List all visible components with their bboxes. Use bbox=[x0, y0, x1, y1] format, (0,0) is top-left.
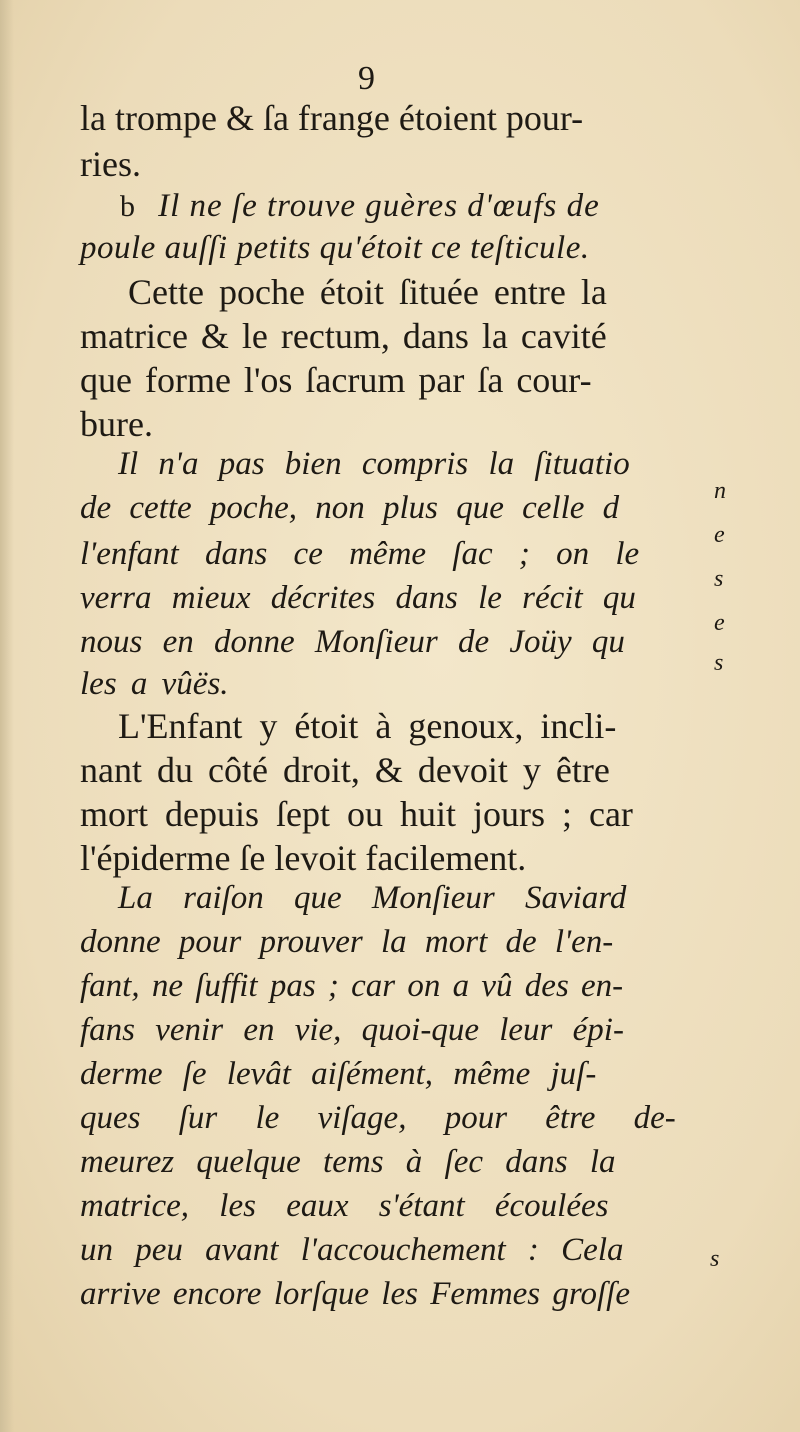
text-line-26 bbox=[80, 1190, 609, 1223]
text-line-27 bbox=[80, 1234, 624, 1267]
text-line-25-content: meurez quelque tems à ſec dans la bbox=[80, 1144, 616, 1180]
text-line-12 bbox=[80, 582, 636, 615]
text-line-9 bbox=[118, 448, 630, 481]
text-line-18-content: l'épiderme ſe levoit facilement. bbox=[80, 838, 527, 878]
text-line-15 bbox=[118, 708, 616, 744]
text-line-18 bbox=[80, 840, 526, 876]
text-line-25 bbox=[80, 1146, 616, 1179]
text-line-11 bbox=[80, 538, 639, 571]
text-line-6 bbox=[80, 318, 607, 354]
text-line-17 bbox=[80, 796, 633, 832]
margin-mark-1: n bbox=[714, 478, 726, 504]
text-line-16-content: nant du côté droit, & devoit y être bbox=[80, 750, 610, 790]
text-line-13 bbox=[80, 626, 625, 659]
text-line-7 bbox=[80, 362, 592, 398]
text-line-21-content: fant, ne ſuffit pas ; car on a vû des en- bbox=[80, 968, 624, 1004]
text-line-17-content: mort depuis ſept ou huit jours ; car bbox=[80, 794, 633, 834]
text-line-1-content: la trompe & ſa frange étoient pour- bbox=[80, 98, 584, 138]
text-line-27-content: un peu avant l'accouchement : Cela bbox=[80, 1232, 624, 1268]
text-line-21 bbox=[80, 970, 623, 1003]
text-line-22 bbox=[80, 1014, 624, 1047]
text-line-20 bbox=[80, 926, 613, 959]
text-line-22-content: fans venir en vie, quoi-que leur épi- bbox=[80, 1012, 624, 1048]
text-line-23 bbox=[80, 1058, 596, 1091]
margin-mark-6: s bbox=[710, 1246, 720, 1272]
text-line-11-content: l'enfant dans ce même ſac ; on le bbox=[80, 536, 640, 572]
page-number: 9 bbox=[358, 60, 375, 97]
text-line-16 bbox=[80, 752, 610, 788]
text-line-14-content: les a vûës. bbox=[80, 666, 229, 702]
text-line-7-content: que forme l'os ſacrum par ſa cour- bbox=[80, 360, 592, 400]
text-line-24-content: ques ſur le viſage, pour être de- bbox=[80, 1100, 676, 1136]
text-line-6-content: matrice & le rectum, dans la cavité bbox=[80, 316, 607, 356]
text-line-2-content: ries. bbox=[80, 144, 141, 184]
text-line-20-content: donne pour prouver la mort de l'en- bbox=[80, 924, 614, 960]
text-line-10-content: de cette poche, non plus que celle d bbox=[80, 490, 620, 526]
margin-mark-2: e bbox=[714, 522, 725, 548]
text-line-19-content: La raiſon que Monſieur Saviard bbox=[118, 880, 627, 916]
text-line-3-content: Il ne ſe trouve guères d'œufs de bbox=[158, 188, 600, 224]
text-line-1 bbox=[80, 100, 652, 136]
margin-mark-3: s bbox=[714, 566, 724, 592]
text-line-26-content: matrice, les eaux s'étant écoulées bbox=[80, 1188, 609, 1224]
text-line-28 bbox=[80, 1278, 630, 1311]
text-line-23-content: derme ſe levât aiſément, même juſ- bbox=[80, 1056, 597, 1092]
footnote-marker: b bbox=[120, 190, 135, 223]
text-line-14 bbox=[80, 668, 229, 701]
text-line-4-content: poule auſſi petits qu'étoit ce teſticule. bbox=[80, 230, 590, 266]
text-line-3 bbox=[120, 190, 600, 223]
text-line-12-content: verra mieux décrites dans le récit qu bbox=[80, 580, 636, 616]
text-line-28-content: arrive encore lorſque les Femmes groſſe bbox=[80, 1276, 630, 1312]
text-line-10 bbox=[80, 492, 619, 525]
margin-mark-4: e bbox=[714, 610, 725, 636]
margin-mark-5: s bbox=[714, 650, 724, 676]
text-line-24 bbox=[80, 1102, 676, 1135]
page-gutter-shadow bbox=[0, 0, 14, 1432]
text-line-9-content: Il n'a pas bien compris la ſituatio bbox=[118, 446, 630, 482]
text-line-5-content: Cette poche étoit ſituée entre la bbox=[128, 272, 607, 312]
text-line-8-content: bure. bbox=[80, 404, 153, 444]
text-line-13-content: nous en donne Monſieur de Joüy qu bbox=[80, 624, 625, 660]
text-line-5 bbox=[128, 274, 607, 310]
text-line-2 bbox=[80, 146, 141, 182]
text-line-19 bbox=[118, 882, 626, 915]
text-line-4 bbox=[80, 232, 590, 265]
text-line-8 bbox=[80, 406, 153, 442]
text-line-15-content: L'Enfant y étoit à genoux, incli- bbox=[118, 706, 617, 746]
